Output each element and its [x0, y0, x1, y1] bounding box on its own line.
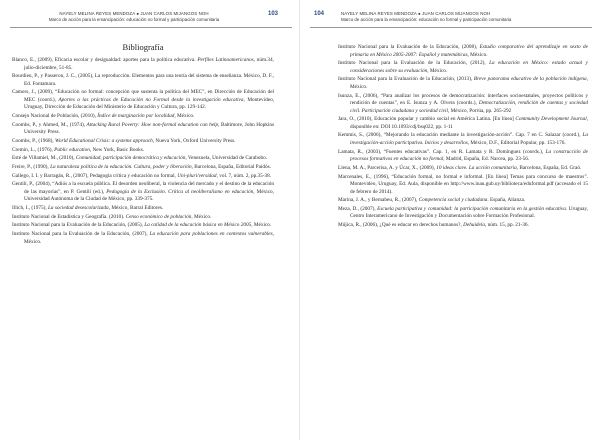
reference-tail: , Montevideo, Uruguay, Dirección de Educación del Ministerio de Educación y Cultura, pp. 129-142. — [24, 96, 275, 111]
header-subtitle: Marco de acción para la emancipación: educación no formal y participación comunitaria — [341, 17, 512, 23]
reference-title: La calidad de la educación básica en México 2005 — [144, 222, 252, 229]
reference-title: La naturaleza política de la educación. Cultura, poder y liberación — [50, 164, 192, 170]
reference-tail: , México, D.F., Editorial Popular, pp. 153-176. — [467, 139, 566, 146]
reference-text: Camors, J., (2009), “Educación no formal: concepción que sustenta la política del MEC”, en Dirección de Educación del MEC (coord.), — [12, 89, 274, 103]
reference-title: Estudio comparativo del aprendizaje en sexto de primaria en México 2005-2007: Español y matemáticas — [350, 44, 588, 58]
reference-title: Public education — [54, 146, 90, 153]
reference-title: La construcción de procesos formativos en educación no formal — [350, 148, 588, 163]
reference-title: La investigación-acción participativa. Inicios y desarrollos — [350, 132, 588, 146]
reference-entry — [338, 206, 588, 221]
reference-title: Comunidad, participación democrática y educación — [75, 155, 186, 162]
reference-text: Instituto Nacional para la Evaluación de la Educación, (2008), — [338, 44, 480, 50]
right-reference-list — [338, 44, 588, 230]
reference-entry — [12, 155, 274, 163]
reference-text: Gentili, P., (2004), “Adiós a la escuela pública. El desorden neoliberal, la violencia del mercado y el destino de la educación de las mayorías”, en P. Gentili (ed.), — [12, 181, 274, 195]
reference-entry — [338, 149, 588, 164]
left-reference-list — [12, 57, 274, 246]
reference-text: Instituto Nacional para la Evaluación de la Educación, (2013), — [338, 76, 474, 83]
reference-title: Censo económico de población — [125, 213, 192, 220]
reference-tail: , México, Porrúa, pp. 265-292 — [447, 107, 512, 114]
reference-title: Breve panorama educativo de la población indígena — [473, 76, 587, 83]
right-page-number: 104 — [314, 11, 325, 17]
reference-tail: , Nueva York, Oxford University Press. — [152, 137, 236, 144]
reference-tail: , México, Universidad Autónoma de la Ciudad de México, pp. 339-375. — [24, 188, 274, 203]
header-rule — [310, 27, 592, 28]
reference-text: Lamata, R., (2003), “Fuentes educativas”. Cap. 1, en R. Lamata y R. Domínguez (coords.), — [338, 148, 546, 155]
reference-text: Marina, J. A., y Bernabeu, R., (2007), — [338, 197, 419, 204]
reference-tail: , Madrid, España, Ed. Narcea, pp. 23-56. — [443, 156, 530, 163]
reference-tail: , México. — [174, 113, 195, 120]
reference-text: Coombs, P., y Ahmed, M., (1974), — [12, 121, 87, 128]
reference-entry — [12, 173, 274, 181]
reference-entry — [12, 122, 274, 137]
reference-text: Illich, I., (1975), — [12, 205, 49, 212]
reference-entry — [338, 93, 588, 116]
reference-title: Community Development Journal — [515, 116, 587, 123]
reference-entry — [12, 113, 274, 121]
reference-tail: , México. — [350, 76, 588, 90]
reference-tail: , disponible en: DOI 10.1093/cdj/bsq022, pp. 1-11 — [350, 116, 588, 130]
reference-title: Pedagogía de la Exclusión. Crítica al neoliberalismo en educación — [106, 188, 254, 195]
reference-text: Kemmis, S., (2006), “Mejorando la educación mediante la investigación-acción”. Cap. 7 en C. Salazar (coord.), — [338, 132, 583, 139]
reference-tail: . Uruguay, Centro Interamericano de Investigación y Documentación sobre Formación Profesional. — [350, 205, 589, 220]
reference-tail: , Venezuela, Universidad de Carabobo. — [185, 155, 268, 162]
left-bibliography — [12, 42, 274, 247]
running-header-text — [10, 11, 258, 23]
reference-text: Esté de Villamiel, M., (2010), — [12, 155, 76, 162]
reference-entry — [12, 214, 274, 222]
reference-title: 10 ideas clave. La acción comunitaria — [436, 164, 517, 171]
reference-text: Isunza, E., (2006), “Para analizar los procesos de democratización: interfaces socioestatales, proyectos políticos y rendición de cuentas”, en E. Isunza y A. Olvera (coords.), — [338, 92, 588, 107]
reference-text: Marcenales, E., (1996), “Educación formal, no formal e informal. [En línea] Temas para concurso de maestros”. Montevideo, Uruguay, Ed. Aula, disponible en http://www.inau.gub.uy/biblioteca/eduformal.pdf (accesado el 15 de febrero de 2014). — [338, 173, 588, 195]
reference-title: Competencia social y ciudadana — [418, 197, 488, 204]
reference-title: Democratización, rendición de cuentas y sociedad civil. Participación ciudadana y sociedad civil — [350, 100, 589, 114]
reference-title: Índice de marginación por localidad — [97, 113, 175, 120]
reference-title: Attacking Rural Poverty: How non-formal education can help — [86, 121, 219, 128]
reference-entry — [12, 138, 274, 146]
reference-title: Perfiles Latinoamericanos — [197, 57, 254, 63]
reference-text: Meza, D., (2007), — [338, 205, 378, 212]
right-page — [300, 0, 600, 440]
reference-tail: , México, Barral Editores. — [108, 205, 164, 212]
reference-entry — [12, 222, 274, 230]
reference-entry — [12, 89, 274, 112]
running-header-text — [341, 11, 589, 23]
reference-tail: , México. — [191, 213, 212, 220]
reference-text: Instituto Nacional para la Evaluación de la Educación, (2012), — [338, 60, 490, 67]
reference-entry — [338, 60, 588, 75]
reference-entry — [338, 76, 588, 91]
header-authors: NAYELY MELINA REYES MENDOZA ● JUAN CARLOS MIJANGOS NOH — [341, 11, 491, 16]
reference-text: Cremin, L., (1976), — [12, 146, 55, 153]
reference-text: Instituto Nacional para la Evaluación de la Educación, (2007), — [12, 231, 150, 238]
reference-title: Aportes a las prácticas de Educación no Formal desde la investigación educativa — [58, 96, 244, 103]
left-running-header — [10, 11, 292, 33]
reference-text: Coombs, P., (1968), — [12, 137, 56, 144]
reference-entry — [338, 116, 588, 131]
reference-entry — [12, 181, 274, 204]
reference-title: La educación en México: estado actual y consideraciones sobre su evaluación — [350, 60, 588, 74]
header-authors: NAYELY MELINA REYES MENDOZA ● JUAN CARLOS MIJANGOS NOH — [59, 11, 209, 16]
reference-entry — [338, 165, 588, 173]
reference-entry — [12, 147, 274, 155]
reference-text: Consejo Nacional de Población, (2010), — [12, 113, 98, 120]
reference-entry — [12, 57, 274, 72]
reference-tail: , vol. 7, núm. 2, pp.35-38. — [216, 172, 272, 179]
reference-tail: , Baltimore, John Hopkins University Press. — [24, 121, 275, 136]
reference-text: Mújica, R., (2006), ¿Qué es educar en derechos humanos?, — [338, 222, 464, 229]
reference-title: La educación para poblaciones en contextos vulnerables — [149, 231, 273, 238]
reference-entry — [338, 197, 588, 205]
reference-entry — [12, 73, 274, 88]
reference-entry — [12, 205, 274, 213]
reference-entry — [12, 164, 274, 172]
reference-entry — [338, 222, 588, 230]
reference-tail: , México. — [467, 51, 488, 58]
reference-title: Uni-pluri/versidad — [177, 172, 217, 179]
reference-text: Instituto Nacional de Estadística y Geografía. (2010). — [12, 213, 126, 220]
left-page-number: 103 — [268, 11, 279, 17]
reference-text: Gallego, I. I. y Barragán, R., (2007), Pedagogía crítica y educación no formal, — [12, 172, 178, 179]
reference-tail: . España, Alianza. — [487, 197, 526, 204]
reference-entry — [338, 174, 588, 197]
reference-text: Jara, O., (2010), Educación popular y cambio social en América Latina. [En línea] — [338, 116, 516, 123]
reference-title: La sociedad desescolarizada — [48, 205, 109, 212]
reference-title: World Educational Crisis: a systems approach — [55, 137, 153, 144]
reference-entry — [338, 44, 588, 59]
reference-tail: , Barcelona, España, Editorial Paidós. — [191, 164, 271, 170]
reference-tail: , México. — [24, 231, 274, 245]
right-bibliography — [338, 44, 588, 231]
reference-tail: , núm. 15, pp. 21-36. — [484, 222, 529, 229]
reference-tail: , Barcelona, España, Ed. Graó. — [516, 164, 582, 171]
reference-tail: , México. — [427, 67, 448, 74]
reference-tail: , New York, Basic Books. — [89, 146, 145, 153]
header-subtitle: Marco de acción para la emancipación: educación no formal y participación comunitaria — [48, 17, 220, 23]
reference-entry — [338, 132, 588, 147]
reference-title: Escuela participativa y comunidad: la participación comunitaria en la gestión educativa — [377, 205, 566, 212]
reference-title: Dehuidela — [463, 222, 485, 229]
reference-tail: , México. — [251, 222, 272, 229]
reference-text: Llena, M. A., Parcerisa, A. y Úcar, X., (2009), — [338, 164, 437, 171]
reference-entry — [12, 231, 274, 246]
reference-text: Bourdieu, P., y Passeron, J. C., (2005), La reproducción. Elementos para una teoría del sistema de enseñanza. México, D. F., Ed. Fontamara. — [12, 73, 274, 87]
reference-text: Freire, P., (1990), — [12, 164, 51, 170]
header-rule — [10, 27, 292, 28]
reference-text: Instituto Nacional para la Evaluación de la Educación, (2005), — [12, 222, 145, 229]
reference-text: Blanco, E., (2009), Eficacia escolar y desigualdad: aportes para la política educativa. — [12, 57, 198, 63]
section-title: Bibliografía — [122, 42, 164, 52]
right-running-header — [310, 11, 592, 33]
reference-tail: , núm.34, julio-diciembre, 51-85. — [24, 57, 274, 71]
